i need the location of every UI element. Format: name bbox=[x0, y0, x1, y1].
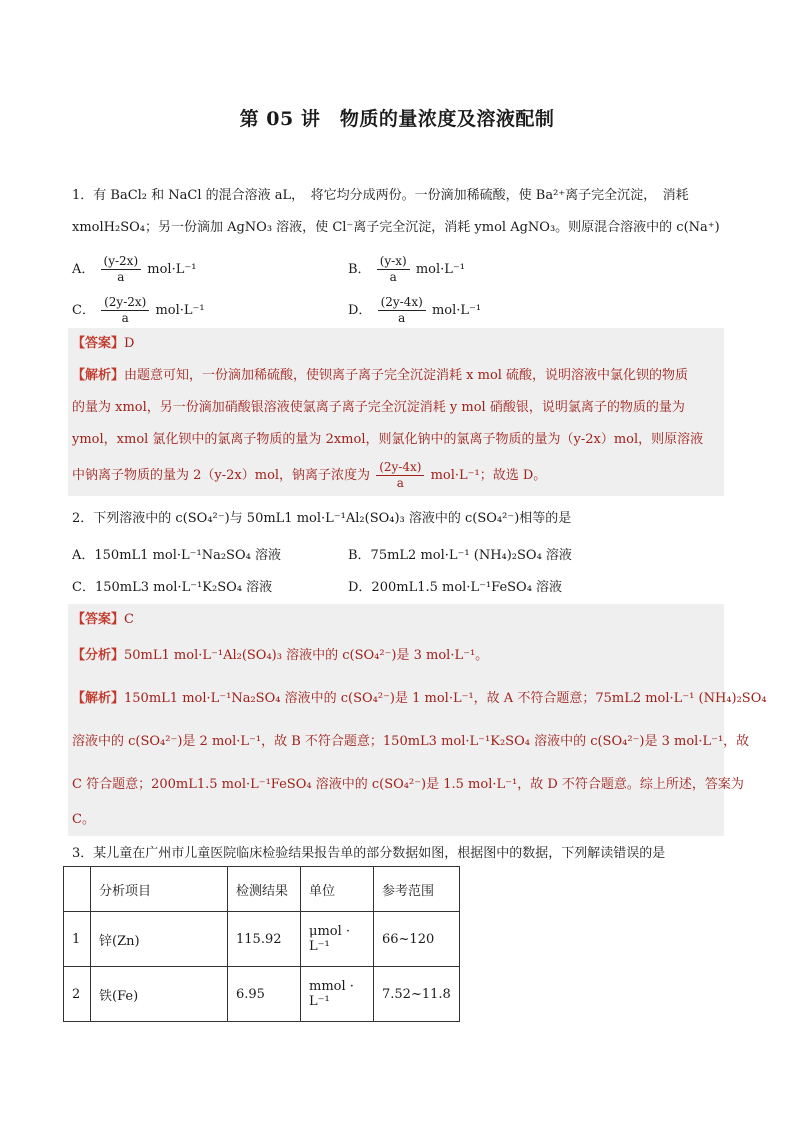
unit: μmol · L⁻¹ bbox=[301, 912, 374, 967]
reference-range: 7.52~11.8 bbox=[374, 967, 460, 1022]
fraction: $\frac{(y-2x)}{a}$ bbox=[101, 254, 142, 285]
header-cell: 参考范围 bbox=[374, 867, 460, 912]
option-unit: mol·L⁻¹ bbox=[147, 262, 197, 277]
option-label: A． bbox=[72, 262, 95, 277]
q2-option-c: C．150mL3 mol·L⁻¹K₂SO₄ 溶液 bbox=[72, 580, 273, 595]
analysis-item: 锌(Zn) bbox=[91, 912, 228, 967]
q1-option-d bbox=[348, 295, 481, 326]
q1-analysis-line2: 的量为 xmol，另一份滴加硝酸银溶液使氯离子离子完全沉淀消耗 y mol 硝酸银，说明氯离子的物质的量为 bbox=[72, 400, 685, 415]
fraction: $\frac{(2y-4x)}{a}$ bbox=[378, 295, 426, 326]
q2-option-b: B．75mL2 mol·L⁻¹ (NH₄)₂SO₄ 溶液 bbox=[348, 548, 572, 563]
option-unit: mol·L⁻¹ bbox=[415, 262, 465, 277]
q2-option-d: D．200mL1.5 mol·L⁻¹FeSO₄ 溶液 bbox=[348, 580, 563, 595]
fraction: $\frac{(2y-2x)}{a}$ bbox=[101, 295, 149, 326]
q1-analysis-line1: 【解析】由题意可知，一份滴加稀硫酸，使钡离子离子完全沉淀消耗 x mol 硫酸，说明溶液中氯化钡的物质 bbox=[72, 368, 689, 383]
q2-analysis-line4: C。 bbox=[72, 812, 95, 827]
option-label: C． bbox=[72, 303, 95, 318]
q2-analysis-line1: 【解析】150mL1 mol·L⁻¹Na₂SO₄ 溶液中的 c(SO₄²⁻)是 1 mol·L⁻¹，故 A 不符合题意；75mL2 mol·L⁻¹ (NH₄)₂SO₄ bbox=[72, 691, 767, 706]
fraction: $\frac{(y-x)}{a}$ bbox=[377, 254, 410, 285]
page-title: 第 05 讲 物质的量浓度及溶液配制 bbox=[239, 108, 555, 130]
header-cell: 分析项目 bbox=[91, 867, 228, 912]
option-unit: mol·L⁻¹ bbox=[155, 303, 205, 318]
reference-range: 66~120 bbox=[374, 912, 460, 967]
lab-report-table bbox=[63, 866, 460, 1022]
q2-option-a: A．150mL1 mol·L⁻¹Na₂SO₄ 溶液 bbox=[72, 548, 281, 563]
q2-analysis-line3: C 符合题意；200mL1.5 mol·L⁻¹FeSO₄ 溶液中的 c(SO₄²⁻)是 1.5 mol·L⁻¹，故 D 不符合题意。综上所述，答案为 bbox=[72, 777, 744, 792]
q1-analysis-line4: 中钠离子物质的量为 2（y-2x）mol，钠离子浓度为 $\frac{(2y-4x)}{a}$ mol·L⁻¹；故选 D。 bbox=[72, 460, 547, 490]
q3-stem: 3．某儿童在广州市儿童医院临床检验结果报告单的部分数据如图，根据图中的数据，下列解读错误的是 bbox=[72, 846, 666, 861]
q1-option-b bbox=[348, 254, 465, 285]
test-result: 115.92 bbox=[228, 912, 301, 967]
header-cell: 检测结果 bbox=[228, 867, 301, 912]
option-unit: mol·L⁻¹ bbox=[431, 303, 482, 318]
q1-stem-line1: 1．有 BaCl₂ 和 NaCl 的混合溶液 aL， 将它均分成两份。一份滴加稀硫酸，使 Ba²⁺离子完全沉淀， 消耗 bbox=[72, 188, 689, 203]
q1-stem-line2: xmolH₂SO₄；另一份滴加 AgNO₃ 溶液，使 Cl⁻离子完全沉淀，消耗 ymol AgNO₃。则原混合溶液中的 c(Na⁺) bbox=[72, 220, 720, 235]
option-label: D． bbox=[348, 303, 372, 318]
row-number: 2 bbox=[64, 967, 91, 1022]
q1-option-a bbox=[72, 254, 196, 285]
header-cell: 单位 bbox=[301, 867, 374, 912]
unit: mmol · L⁻¹ bbox=[301, 967, 374, 1022]
q1-solution-box bbox=[68, 328, 724, 496]
q1-answer: 【答案】D bbox=[72, 336, 135, 351]
q1-analysis-line3: ymol，xmol 氯化钡中的氯离子物质的量为 2xmol，则氯化钠中的氯离子物质的量为（y-2x）mol，则原溶液 bbox=[72, 432, 704, 447]
table-header-row bbox=[64, 867, 460, 912]
option-label: B． bbox=[348, 262, 371, 277]
q2-answer: 【答案】C bbox=[72, 612, 134, 627]
analysis-item: 铁(Fe) bbox=[91, 967, 228, 1022]
row-number: 1 bbox=[64, 912, 91, 967]
q2-fenxi: 【分析】50mL1 mol·L⁻¹Al₂(SO₄)₃ 溶液中的 c(SO₄²⁻)是 3 mol·L⁻¹。 bbox=[72, 648, 489, 663]
header-cell bbox=[64, 867, 91, 912]
test-result: 6.95 bbox=[228, 967, 301, 1022]
q2-analysis-line2: 溶液中的 c(SO₄²⁻)是 2 mol·L⁻¹，故 B 不符合题意；150mL3 mol·L⁻¹K₂SO₄ 溶液中的 c(SO₄²⁻)是 3 mol·L⁻¹，故 bbox=[72, 734, 750, 749]
table-row bbox=[64, 967, 460, 1022]
q1-option-c bbox=[72, 295, 205, 326]
table-row bbox=[64, 912, 460, 967]
q2-stem: 2．下列溶液中的 c(SO₄²⁻)与 50mL1 mol·L⁻¹Al₂(SO₄)₃ 溶液中的 c(SO₄²⁻)相等的是 bbox=[72, 511, 572, 526]
q2-solution-box bbox=[68, 604, 767, 836]
fraction: $\frac{(2y-4x)}{a}$ bbox=[376, 460, 424, 491]
